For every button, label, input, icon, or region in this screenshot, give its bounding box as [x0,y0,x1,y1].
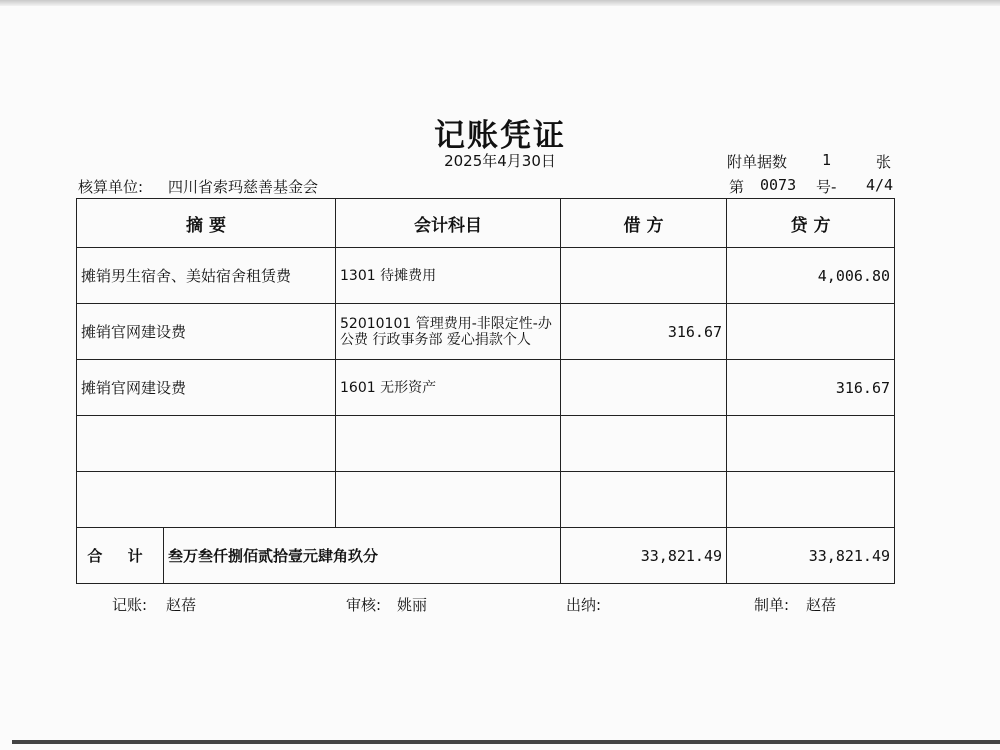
row-credit: 316.67 [727,360,895,416]
table-row [77,472,895,528]
header-credit: 贷 方 [727,199,895,248]
preparer-name: 赵蓓 [806,596,837,614]
voucher-no: 0073 [760,176,797,194]
row-summary: 摊销男生宿舍、美姑宿舍租赁费 [77,248,336,304]
voucher-no-suffix: 号- [816,178,837,196]
preparer-label: 制单: [754,596,790,614]
total-credit: 33,821.49 [727,528,895,584]
total-debit: 33,821.49 [561,528,727,584]
row-credit [727,472,895,528]
row-account: 1601 无形资产 [336,360,561,416]
table-row [77,304,895,360]
row-account: 52010101 管理费用-非限定性-办公费 行政事务部 爱心捐款个人 [336,304,561,360]
row-debit [561,248,727,304]
row-credit: 4,006.80 [727,248,895,304]
voucher-table [76,198,895,584]
scan-edge [0,0,1000,6]
row-account [336,416,561,472]
attachments-count: 1 [822,151,832,169]
table-row [77,416,895,472]
unit-name: 四川省索玛慈善基金会 [168,178,319,196]
attachments-unit: 张 [876,153,892,171]
scan-edge-bottom [12,740,1000,744]
bookkeeper-name: 赵蓓 [166,596,197,614]
row-summary: 摊销官网建设费 [77,304,336,360]
reviewer-name: 姚丽 [397,596,428,614]
total-amount-words: 叁万叁仟捌佰贰拾壹元肆角玖分 [164,528,561,584]
row-credit [727,304,895,360]
row-debit [561,360,727,416]
header-account: 会计科目 [336,199,561,248]
table-header-row [77,199,895,248]
reviewer-label: 审核: [346,596,382,614]
row-account: 1301 待摊费用 [336,248,561,304]
header-summary: 摘 要 [77,199,336,248]
cashier-label: 出纳: [566,596,602,614]
voucher-date: 2025年4月30日 [444,152,556,170]
voucher-page: 4/4 [866,176,894,194]
row-summary [77,472,336,528]
row-summary: 摊销官网建设费 [77,360,336,416]
attachments-label: 附单据数 [727,153,788,171]
row-credit [727,416,895,472]
total-label: 合 计 [77,528,164,584]
unit-label: 核算单位: [78,178,144,196]
voucher-no-prefix: 第 [729,178,745,196]
voucher-title: 记账凭证 [434,118,566,154]
table-row [77,360,895,416]
row-account [336,472,561,528]
row-summary [77,416,336,472]
total-row [77,528,895,584]
row-debit: 316.67 [561,304,727,360]
row-debit [561,416,727,472]
bookkeeper-label: 记账: [112,596,148,614]
table-row [77,248,895,304]
header-debit: 借 方 [561,199,727,248]
row-debit [561,472,727,528]
